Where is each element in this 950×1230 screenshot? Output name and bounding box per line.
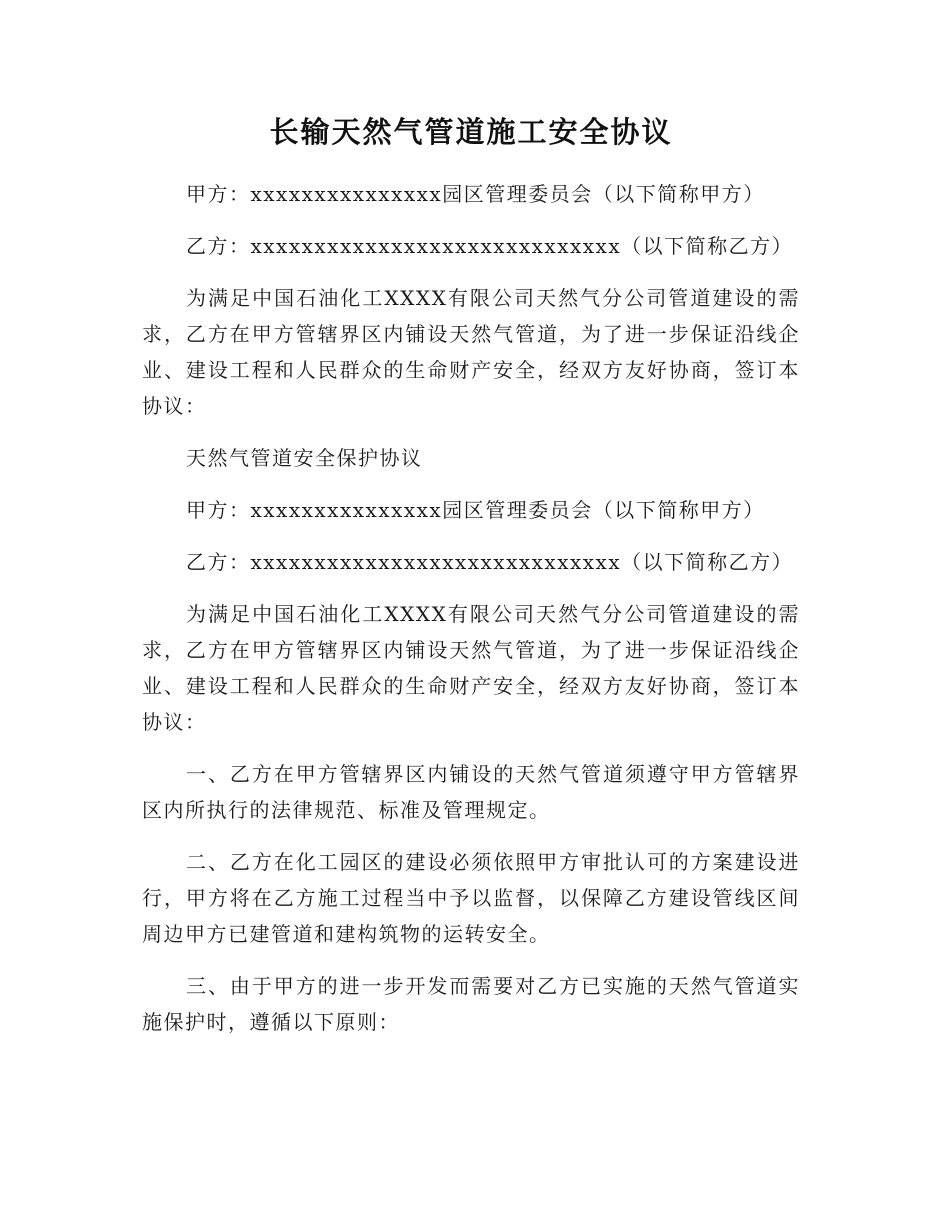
document-title: 长输天然气管道施工安全协议 <box>269 115 673 149</box>
party-b-line: 乙方：xxxxxxxxxxxxxxxxxxxxxxxxxxxxx（以下简称乙方） <box>186 234 794 258</box>
party-a-line: 甲方：xxxxxxxxxxxxxxx园区管理委员会（以下简称甲方） <box>186 182 765 206</box>
clause-two: 二、乙方在化工园区的建设必须依照甲方审批认可的方案建设进行，甲方将在乙方施工过程当中予以监督，以保障乙方建设管线区间周边甲方已建管道和建构筑物的运转安全。 <box>142 850 800 946</box>
preamble-paragraph: 为满足中国石油化工XXXX有限公司天然气分公司管道建设的需求，乙方在甲方管辖界区内铺设天然气管道，为了进一步保证沿线企业、建设工程和人民群众的生命财产安全，经双方友好协商，签订本协议： <box>142 286 800 418</box>
section-heading: 天然气管道安全保护协议 <box>186 446 423 470</box>
clause-three: 三、由于甲方的进一步开发而需要对乙方已实施的天然气管道实施保护时，遵循以下原则： <box>142 974 800 1034</box>
party-b-line: 乙方：xxxxxxxxxxxxxxxxxxxxxxxxxxxxx（以下简称乙方） <box>186 550 794 574</box>
preamble-paragraph: 为满足中国石油化工XXXX有限公司天然气分公司管道建设的需求，乙方在甲方管辖界区内铺设天然气管道，为了进一步保证沿线企业、建设工程和人民群众的生命财产安全，经双方友好协商，签订本协议： <box>142 602 800 734</box>
clause-one: 一、乙方在甲方管辖界区内铺设的天然气管道须遵守甲方管辖界区内所执行的法律规范、标准及管理规定。 <box>142 762 800 822</box>
party-a-line: 甲方：xxxxxxxxxxxxxxx园区管理委员会（以下简称甲方） <box>186 498 765 522</box>
